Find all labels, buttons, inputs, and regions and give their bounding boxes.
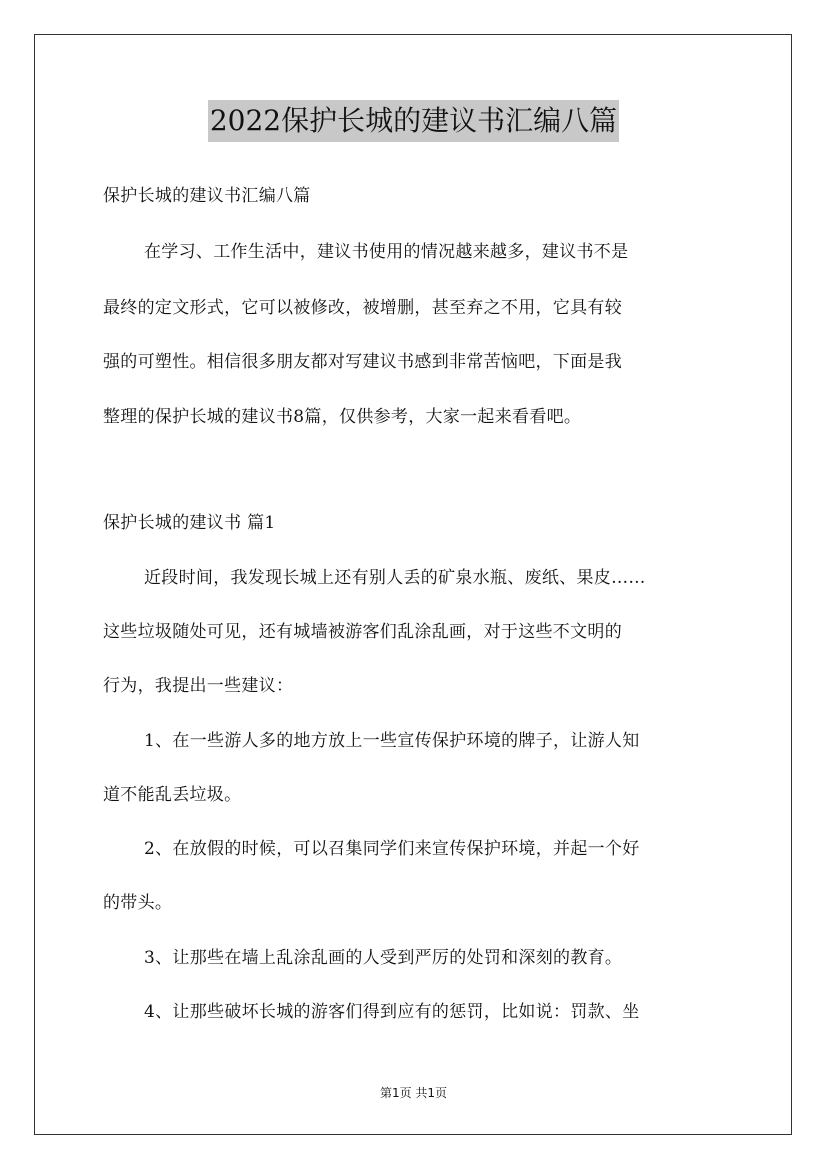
section-line: 4、让那些破坏长城的游客们得到应有的惩罚，比如说：罚款、坐 xyxy=(144,1002,640,1022)
intro-line: 最终的定文形式，它可以被修改，被增删，甚至弃之不用，它具有较 xyxy=(103,298,622,318)
section-line: 这些垃圾随处可见，还有城墙被游客们乱涂乱画，对于这些不文明的 xyxy=(103,622,622,642)
intro-line: 整理的保护长城的建议书8篇，仅供参考，大家一起来看看吧。 xyxy=(103,407,582,427)
intro-line: 在学习、工作生活中，建议书使用的情况越来越多，建议书不是 xyxy=(144,242,629,262)
section-line: 的带头。 xyxy=(103,893,173,913)
subtitle: 保护长城的建议书汇编八篇 xyxy=(103,186,311,206)
section-line: 1、在一些游人多的地方放上一些宣传保护环境的牌子，让游人知 xyxy=(144,731,640,751)
section-line: 3、让那些在墙上乱涂乱画的人受到严厉的处罚和深刻的教育。 xyxy=(144,948,623,968)
section-line: 2、在放假的时候，可以召集同学们来宣传保护环境，并起一个好 xyxy=(144,839,640,859)
section-heading: 保护长城的建议书 篇1 xyxy=(103,513,276,533)
intro-line: 强的可塑性。相信很多朋友都对写建议书感到非常苦恼吧，下面是我 xyxy=(103,352,622,372)
page-number: 第1页 共1页 xyxy=(379,1086,448,1100)
section-line: 道不能乱丢垃圾。 xyxy=(103,785,242,805)
title-container xyxy=(0,100,827,142)
section-line: 行为，我提出一些建议： xyxy=(103,676,294,696)
document-title: 2022保护长城的建议书汇编八篇 xyxy=(208,100,619,142)
section-line: 近段时间，我发现长城上还有别人丢的矿泉水瓶、废纸、果皮…… xyxy=(144,568,646,588)
